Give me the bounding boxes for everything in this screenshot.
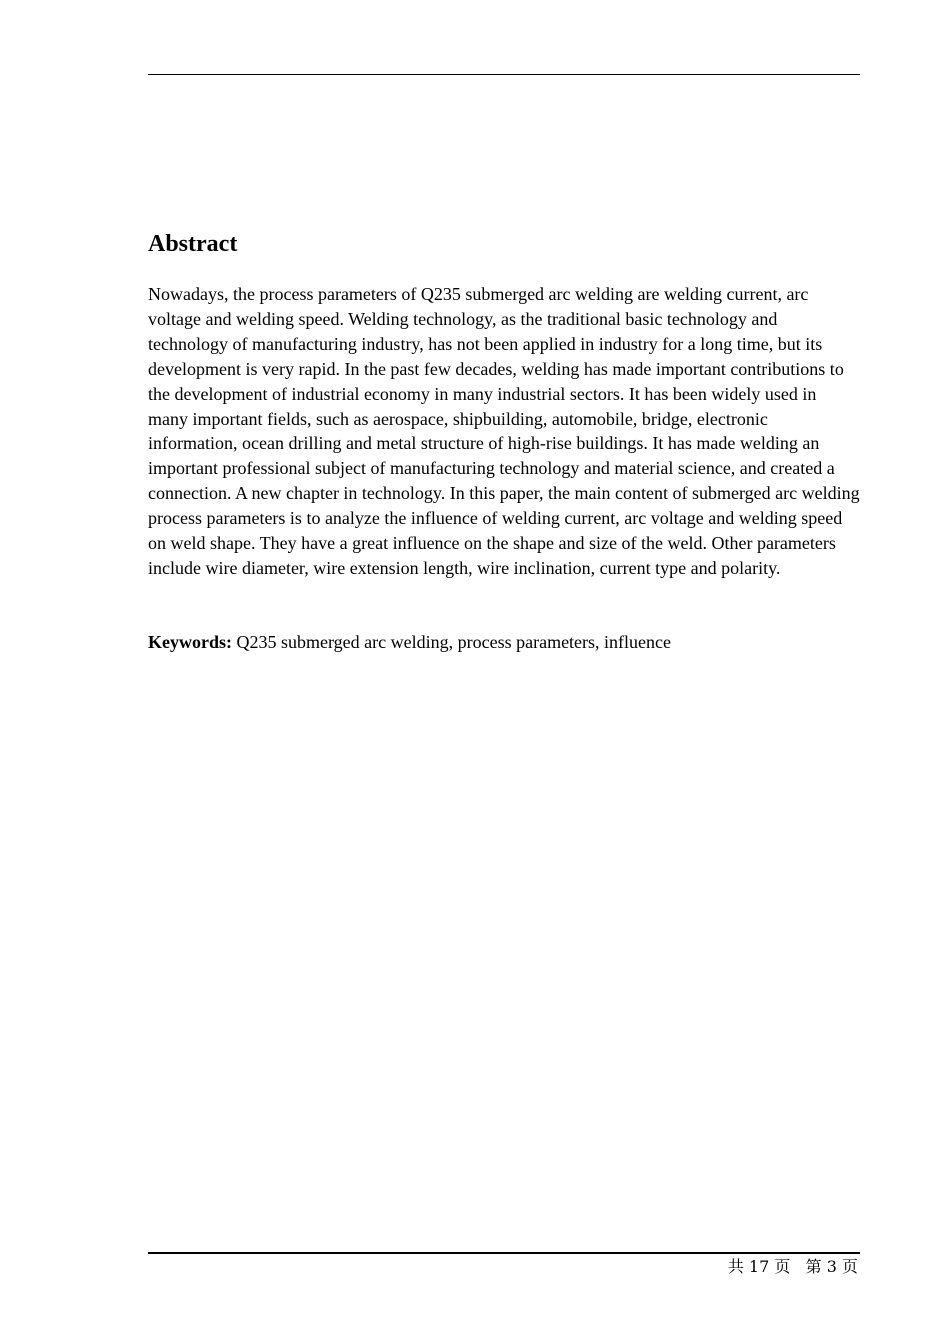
abstract-body: Nowadays, the process parameters of Q235 submerged arc welding are welding current, arc voltage and welding speed. Welding technology, as the traditional basic technology and technology of manufacturing industry, has not been applied in industry for a long time, but its development is very rapid. In the past few decades, welding has made important contributions to the development of industrial economy in many industrial sectors. It has been widely used in many important fields, such as aerospace, shipbuilding, automobile, bridge, electronic information, ocean drilling and metal structure of high-rise buildings. It has made welding an important professional subject of manufacturing technology and material science, and created a connection. A new chapter in technology. In this paper, the main content of submerged arc welding process parameters is to analyze the influence of welding current, arc voltage and welding speed on weld shape. They have a great influence on the shape and size of the weld. Other parameters include wire diameter, wire extension length, wire inclination, current type and polarity. — [148, 284, 860, 578]
keywords-text: Q235 submerged arc welding, process parameters, influence — [232, 632, 672, 652]
keywords-line — [148, 630, 860, 655]
footer-rule — [148, 1252, 860, 1254]
header-rule — [148, 74, 860, 75]
page-number-footer: 共 17 页 第 3 页 — [727, 1257, 858, 1276]
abstract-heading: Abstract — [148, 231, 238, 257]
keywords-label: Keywords: — [148, 632, 232, 652]
